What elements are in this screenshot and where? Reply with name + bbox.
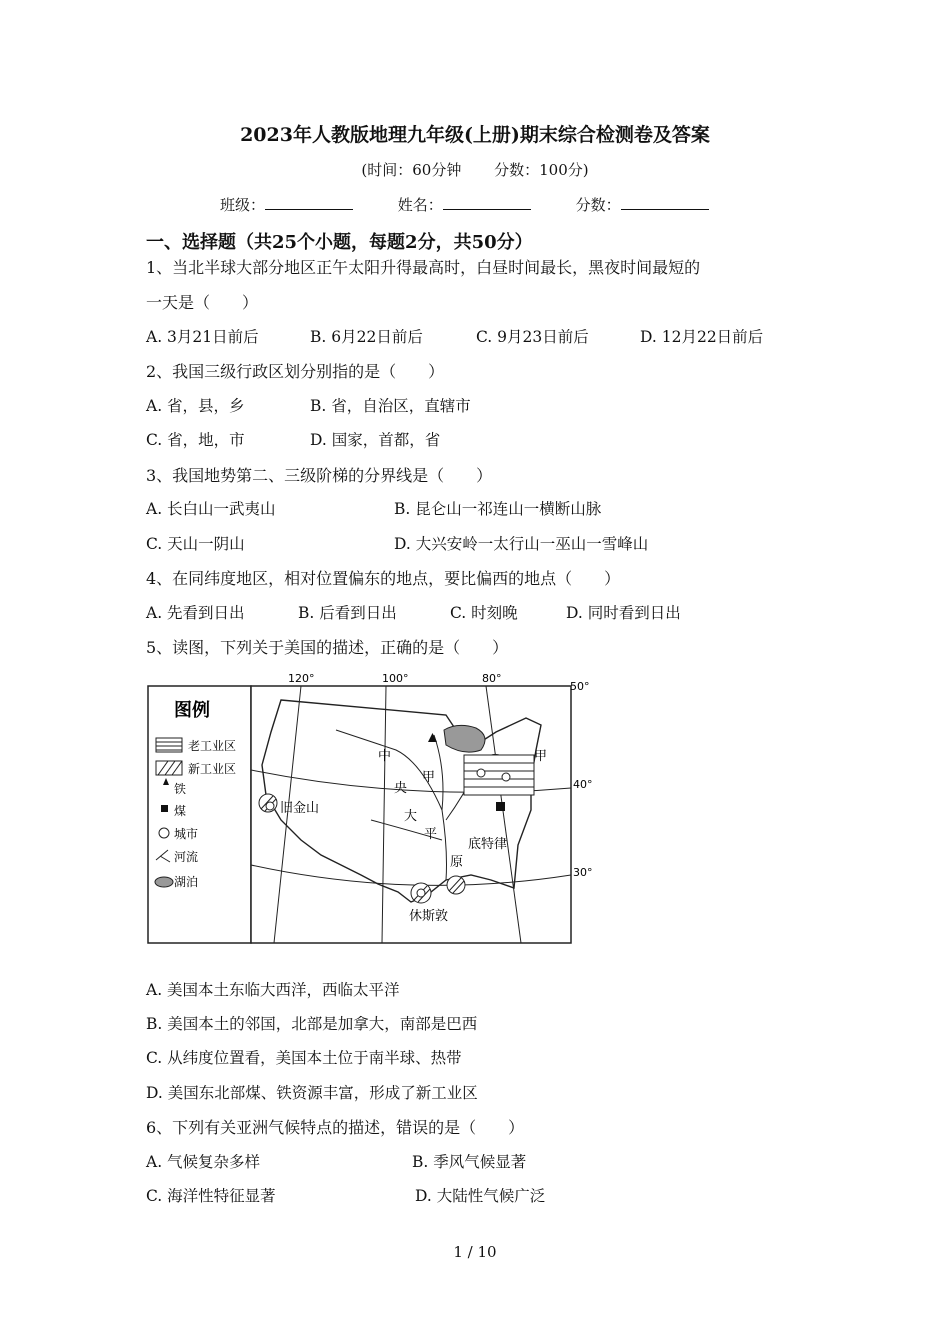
legend-new-industry-swatch [156,761,182,775]
q5-option-a: A. 美国本土东临大西洋，西临太平洋 [146,981,400,999]
q4-option-d: D. 同时看到日出 [566,604,681,622]
legend-coal: 煤 [174,804,187,818]
label-san-francisco: 旧金山 [280,801,320,816]
name-blank [443,195,531,210]
lat-30: 30° [573,866,593,879]
label-yang: 央 [394,781,408,796]
class-label: 班级： [220,196,266,214]
legend-city: 城市 [174,827,199,841]
legend-box [148,686,251,943]
legend-title: 图例 [174,700,210,721]
page-number: 1 / 10 [453,1243,497,1261]
q3-option-d: D. 大兴安岭一太行山一巫山一雪峰山 [394,535,649,553]
q2-stem: 2、我国三级行政区划分别指的是（ ） [146,362,445,381]
q1-option-a: A. 3月21日前后 [146,328,259,346]
class-blank [265,195,353,210]
score-blank [621,195,709,210]
label-ping: 平 [424,827,438,842]
legend-river: 河流 [174,850,199,864]
q2-option-b: B. 省，自治区，直辖市 [310,397,471,415]
exam-meta [0,159,950,180]
q1-option-b: B. 6月22日前后 [310,328,423,346]
q5-stem: 5、读图，下列关于美国的描述，正确的是（ ） [146,638,509,657]
legend-old-industry-swatch [156,738,182,752]
legend-old-industry: 老工业区 [188,739,237,753]
city-detroit [477,769,485,777]
city-northeast [502,773,510,781]
q4-option-b: B. 后看到日出 [298,604,397,622]
q3-option-b: B. 昆仑山一祁连山一横断山脉 [394,500,602,518]
legend-new-industry: 新工业区 [188,762,237,776]
student-info [220,194,749,215]
label-detroit: 底特律 [468,837,508,852]
q4-stem: 4、在同纬度地区，相对位置偏东的地点，要比偏西的地点（ ） [146,569,621,588]
q4-option-a: A. 先看到日出 [146,604,245,622]
legend-iron: 铁 [174,782,187,796]
lon-120: 120° [288,672,315,685]
q6-option-a: A. 气候复杂多样 [146,1153,261,1171]
lon-80: 80° [482,672,502,685]
label-zhong: 中 [378,749,392,764]
label-houston: 休斯敦 [409,909,449,924]
coal-deposit [496,802,505,811]
score-label: 分数： [575,196,621,214]
lon-100: 100° [382,672,409,685]
q3-option-c: C. 天山一阴山 [146,535,245,553]
document-title: 2023年人教版地理九年级(上册)期末综合检测卷及答案 [240,124,710,146]
lat-40: 40° [573,778,593,791]
label-jia-west: 甲 [422,770,436,785]
q6-option-c: C. 海洋性特征显著 [146,1187,276,1205]
label-da: 大 [404,809,418,824]
label-jia-east: 甲 [534,749,548,764]
new-industry-gulf [447,876,465,894]
old-industry-zone [464,755,534,795]
q5-option-c: C. 从纬度位置看，美国本土位于南半球、热带 [146,1049,462,1067]
city-houston [417,889,425,897]
q1-option-c: C. 9月23日前后 [476,328,589,346]
city-icon [159,828,169,838]
exam-total-score: 分数：100分) [494,161,589,179]
label-yuan: 原 [450,855,464,870]
section-heading: 一、选择题（共25个小题，每题2分，共50分） [146,232,533,253]
q2-option-d: D. 国家，首都，省 [310,431,441,449]
q2-option-a: A. 省，县，乡 [146,397,245,415]
q6-stem: 6、下列有关亚洲气候特点的描述，错误的是（ ） [146,1118,525,1137]
q1-stem-cont: 一天是（ ） [146,293,259,312]
q1-stem: 1、当北半球大部分地区正午太阳升得最高时，白昼时间最长，黑夜时间最短的 [146,258,701,277]
q2-option-c: C. 省，地，市 [146,431,245,449]
q3-option-a: A. 长白山一武夷山 [146,500,276,518]
q6-option-d: D. 大陆性气候广泛 [415,1187,546,1205]
q4-option-c: C. 时刻晚 [450,604,518,622]
q5-option-d: D. 美国东北部煤、铁资源丰富，形成了新工业区 [146,1084,478,1102]
lat-50: 50° [570,680,590,693]
city-san-francisco [266,802,274,810]
coal-icon [161,805,168,812]
name-label: 姓名： [397,196,443,214]
legend-lake: 湖泊 [174,875,199,889]
q6-option-b: B. 季风气候显著 [412,1153,527,1171]
q3-stem: 3、我国地势第二、三级阶梯的分界线是（ ） [146,466,493,485]
q1-option-d: D. 12月22日前后 [640,328,764,346]
lake-icon [155,877,173,887]
exam-time: (时间：60分钟 [361,161,462,179]
q5-option-b: B. 美国本土的邻国，北部是加拿大，南部是巴西 [146,1015,478,1033]
usa-industry-map [146,670,601,945]
